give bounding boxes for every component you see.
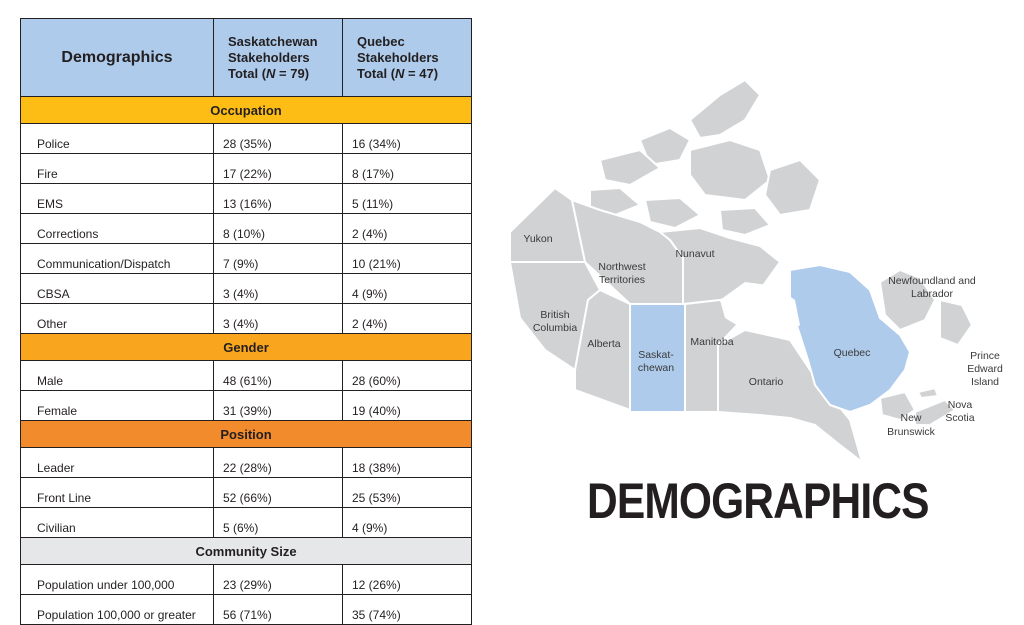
row-label: Population under 100,000	[21, 565, 214, 595]
section-community-size	[21, 538, 472, 565]
quebec-value: 25 (53%)	[343, 478, 472, 508]
label-nl-line1: Newfoundland and	[888, 275, 976, 287]
header-demographics: Demographics	[21, 19, 214, 97]
header-quebec-total-prefix: Total (	[357, 65, 396, 81]
header-quebec-line2: Stakeholders	[357, 49, 439, 65]
quebec-value: 5 (11%)	[343, 184, 472, 214]
label-ns-line1: Nova	[947, 399, 973, 411]
sask-value: 7 (9%)	[214, 244, 343, 274]
quebec-value: 16 (34%)	[343, 124, 472, 154]
label-pei-line1: Prince	[970, 350, 1000, 362]
label-alberta: Alberta	[587, 338, 621, 350]
row-label: EMS	[21, 184, 214, 214]
label-nb-line2: Brunswick	[887, 426, 935, 438]
sask-value: 17 (22%)	[214, 154, 343, 184]
label-bc-line2: Columbia	[532, 322, 578, 334]
quebec-value: 2 (4%)	[343, 214, 472, 244]
sask-value: 3 (4%)	[214, 274, 343, 304]
row-label: Female	[21, 391, 214, 421]
row-label: Male	[21, 361, 214, 391]
label-manitoba: Manitoba	[690, 336, 734, 348]
table-row	[21, 448, 472, 478]
label-ontario: Ontario	[748, 376, 784, 388]
sask-value: 52 (66%)	[214, 478, 343, 508]
sask-value: 23 (29%)	[214, 565, 343, 595]
sask-value: 22 (28%)	[214, 448, 343, 478]
label-quebec: Quebec	[833, 347, 871, 359]
section-title: Position	[21, 421, 472, 448]
table-row	[21, 154, 472, 184]
row-label: Fire	[21, 154, 214, 184]
row-label: Corrections	[21, 214, 214, 244]
canada-map	[510, 60, 1003, 470]
row-label: Other	[21, 304, 214, 334]
sask-value: 13 (16%)	[214, 184, 343, 214]
label-nunavut: Nunavut	[675, 248, 715, 260]
row-label: Communication/Dispatch	[21, 244, 214, 274]
section-title: Gender	[21, 334, 472, 361]
page-title: DEMOGRAPHICS	[587, 473, 929, 529]
table-row	[21, 361, 472, 391]
header-sask-line2: Stakeholders	[228, 49, 310, 65]
section-gender	[21, 334, 472, 361]
canada-map-svg	[510, 60, 1003, 470]
label-nwt-line1: Northwest	[598, 261, 646, 273]
sask-value: 8 (10%)	[214, 214, 343, 244]
label-pei-line2: Edward	[967, 363, 1003, 375]
label-bc-line1: British	[540, 309, 570, 321]
row-label: Front Line	[21, 478, 214, 508]
quebec-value: 8 (17%)	[343, 154, 472, 184]
quebec-value: 35 (74%)	[343, 595, 472, 625]
sask-value: 31 (39%)	[214, 391, 343, 421]
arctic-island-8	[720, 208, 770, 235]
table-row	[21, 595, 472, 625]
header-quebec-n: N	[395, 65, 405, 81]
arctic-island-7	[645, 198, 700, 228]
table-row	[21, 184, 472, 214]
row-label: Leader	[21, 448, 214, 478]
label-sask-line1: Saskat-	[638, 349, 674, 361]
yukon-shape	[510, 188, 585, 262]
quebec-value: 4 (9%)	[343, 508, 472, 538]
quebec-value: 28 (60%)	[343, 361, 472, 391]
header-sask-n: N	[266, 65, 276, 81]
label-sask-line2: chewan	[637, 362, 675, 374]
sask-value: 5 (6%)	[214, 508, 343, 538]
table-row	[21, 274, 472, 304]
sask-value: 28 (35%)	[214, 124, 343, 154]
quebec-value: 12 (26%)	[343, 565, 472, 595]
header-quebec-line1: Quebec	[357, 33, 405, 49]
section-title: Occupation	[21, 97, 472, 124]
sask-value: 48 (61%)	[214, 361, 343, 391]
arctic-island-1	[690, 80, 760, 138]
label-nwt-line2: Territories	[598, 274, 646, 286]
row-label: Civilian	[21, 508, 214, 538]
header-sask-total-suffix: = 79)	[275, 65, 310, 81]
quebec-value: 4 (9%)	[343, 274, 472, 304]
table-row	[21, 244, 472, 274]
section-title: Community Size	[21, 538, 472, 565]
demographics-table	[20, 18, 472, 625]
arctic-island-4	[690, 140, 770, 200]
header-quebec	[343, 19, 472, 97]
table-row	[21, 124, 472, 154]
table-row	[21, 304, 472, 334]
row-label: Population 100,000 or greater	[21, 595, 214, 625]
header-quebec-line3	[343, 66, 471, 82]
label-ns-line2: Scotia	[945, 412, 975, 424]
table-row	[21, 391, 472, 421]
section-occupation	[21, 97, 472, 124]
label-yukon: Yukon	[523, 233, 553, 245]
sask-value: 56 (71%)	[214, 595, 343, 625]
table-row	[21, 508, 472, 538]
quebec-value: 10 (21%)	[343, 244, 472, 274]
pei-shape	[918, 388, 938, 398]
label-nl-line2: Labrador	[910, 288, 954, 300]
row-label: Police	[21, 124, 214, 154]
section-position	[21, 421, 472, 448]
table-row	[21, 565, 472, 595]
quebec-value: 2 (4%)	[343, 304, 472, 334]
arctic-island-5	[765, 160, 820, 215]
row-label: CBSA	[21, 274, 214, 304]
label-pei-line3: Island	[970, 376, 1000, 388]
table-row	[21, 478, 472, 508]
header-sask-line1: Saskatchewan	[228, 33, 318, 49]
header-sask-total-prefix: Total (	[228, 65, 267, 81]
label-nb-line1: New	[900, 412, 922, 424]
quebec-value: 19 (40%)	[343, 391, 472, 421]
table-row	[21, 214, 472, 244]
sask-value: 3 (4%)	[214, 304, 343, 334]
table-header-row	[21, 19, 472, 97]
header-quebec-total-suffix: = 47)	[404, 65, 439, 81]
quebec-value: 18 (38%)	[343, 448, 472, 478]
newfoundland-shape	[940, 300, 972, 345]
header-saskatchewan	[214, 19, 343, 97]
header-sask-line3	[214, 66, 342, 82]
